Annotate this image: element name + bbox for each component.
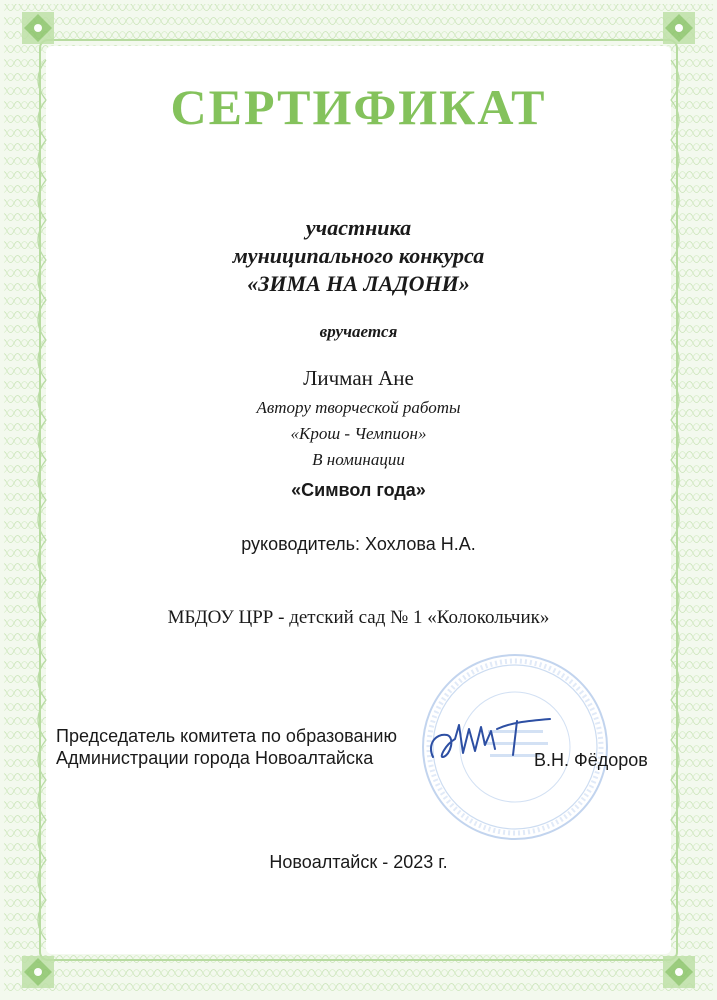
nomination-label: В номинации xyxy=(312,450,405,469)
supervisor: руководитель: Хохлова Н.А. xyxy=(241,534,476,554)
chairman-line-2: Администрации города Новоалтайска xyxy=(56,748,374,768)
author-of-work: Автору творческой работы xyxy=(256,398,461,417)
chairman-title xyxy=(56,725,397,769)
nomination-name: «Символ года» xyxy=(291,480,426,500)
corner-ornament-bottom-left xyxy=(22,956,54,988)
certificate-title: СЕРТИФИКАТ xyxy=(170,79,547,135)
signer-name: В.Н. Фёдоров xyxy=(534,750,648,770)
contest-name: «ЗИМА НА ЛАДОНИ» xyxy=(247,271,470,296)
awarded-label: вручается xyxy=(319,322,398,341)
place-and-date: Новоалтайск - 2023 г. xyxy=(269,852,448,872)
corner-ornament-top-left xyxy=(22,12,54,44)
chairman-line-1: Председатель комитета по образованию xyxy=(56,726,397,746)
participant-line-2: муниципального конкурса xyxy=(232,243,485,268)
institution: МБДОУ ЦРР - детский сад № 1 «Колокольчик» xyxy=(167,607,550,628)
corner-ornament-bottom-right xyxy=(663,956,695,988)
recipient-name: Личман Ане xyxy=(303,366,414,390)
participant-heading xyxy=(0,214,717,298)
participant-line-1: участника xyxy=(305,215,412,240)
corner-ornament-top-right xyxy=(663,12,695,44)
work-title: «Крош - Чемпион» xyxy=(290,424,427,443)
